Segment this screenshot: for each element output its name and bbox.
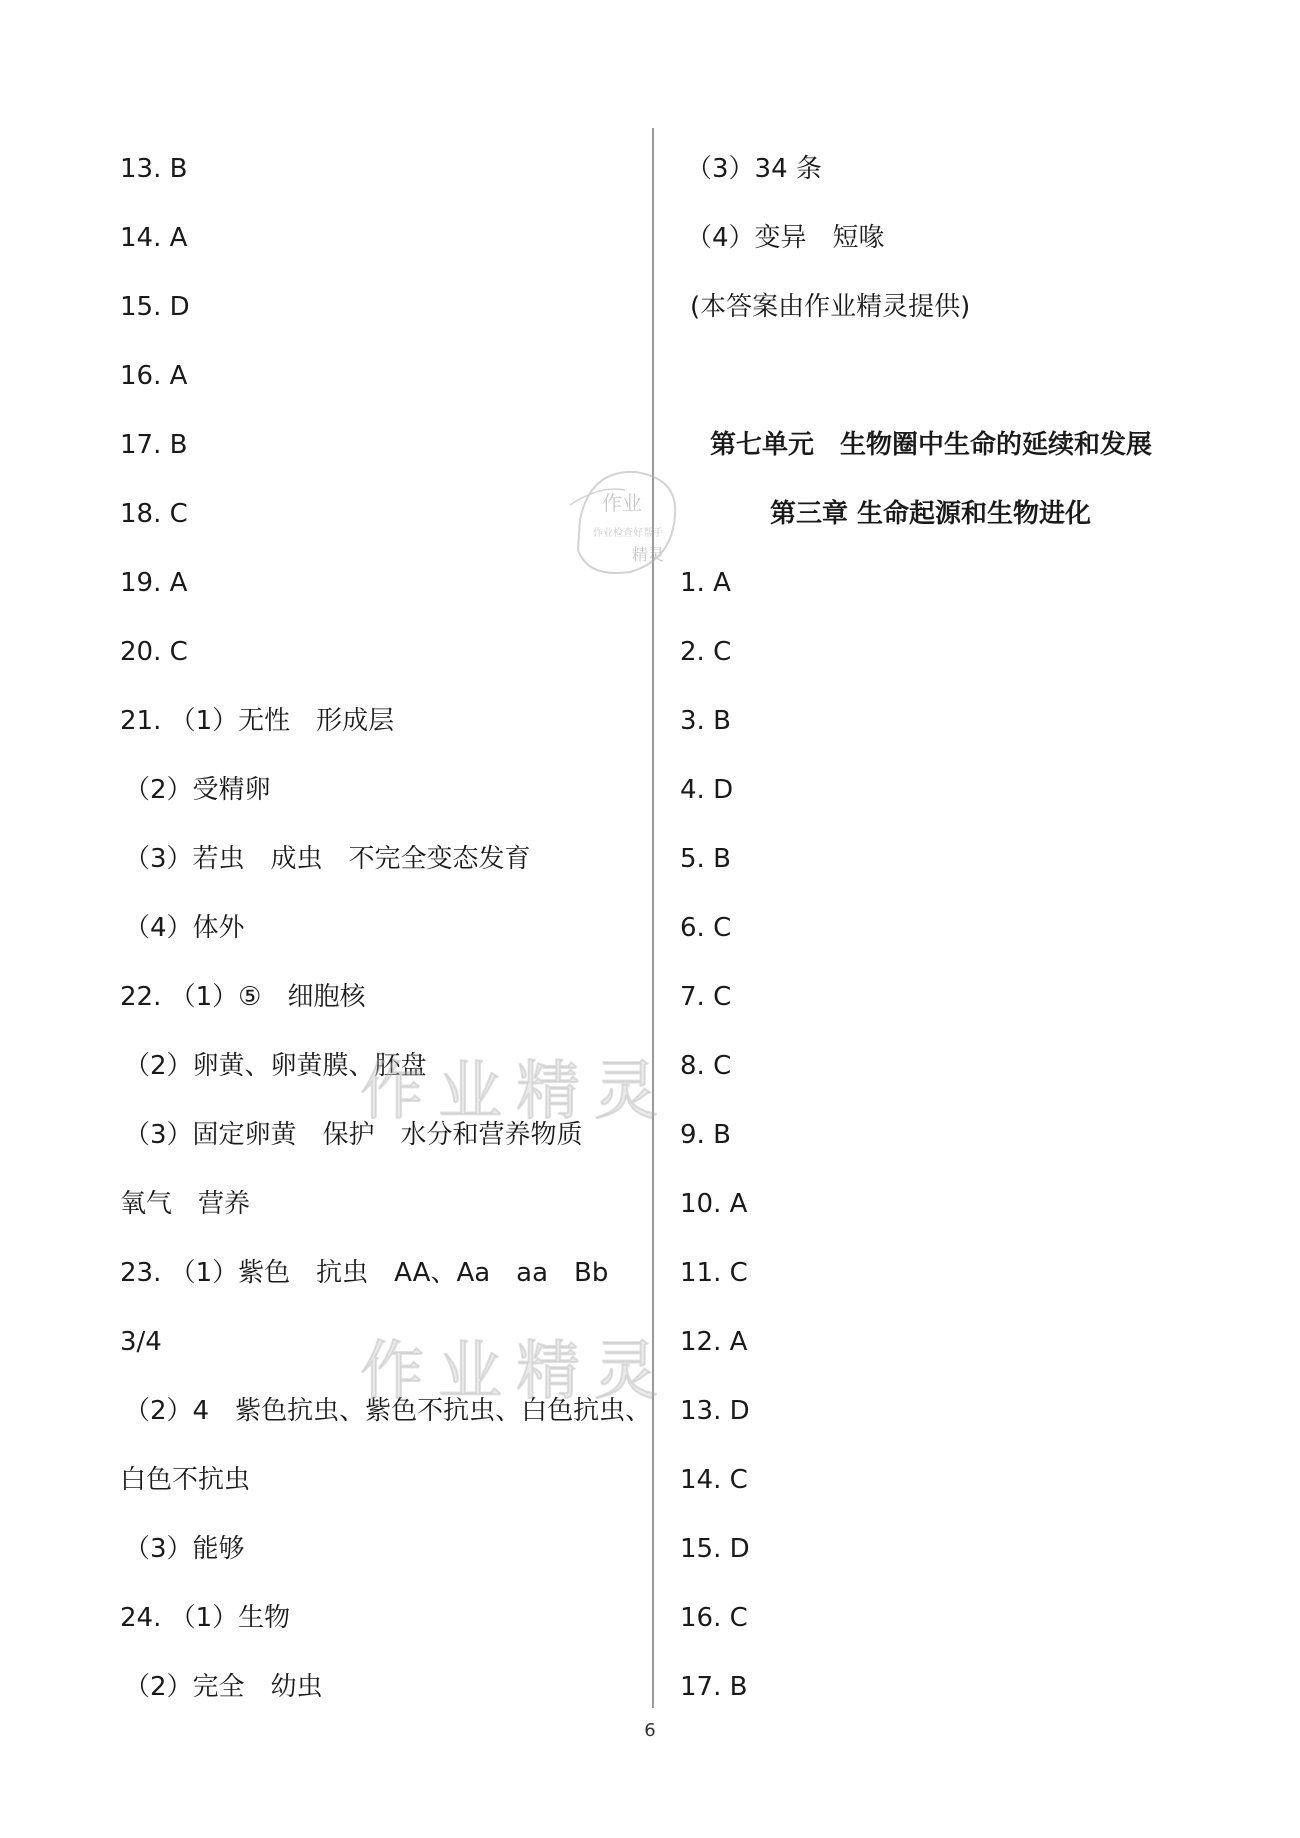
answer-line: 2. C — [680, 637, 732, 667]
watermark-text: 作业精灵 — [360, 1055, 672, 1129]
answer-line: （2）完全 幼虫 — [124, 1672, 323, 1702]
answer-line: 4. D — [680, 775, 734, 805]
answer-line: 22. （1）⑤ 细胞核 — [120, 982, 366, 1012]
answer-line: 15. D — [680, 1534, 750, 1564]
answer-line: 19. A — [120, 568, 188, 598]
answer-line: （3）固定卵黄 保护 水分和营养物质 — [124, 1120, 583, 1150]
answer-line: （2）受精卵 — [124, 775, 271, 805]
answer-line: （3）若虫 成虫 不完全变态发育 — [124, 844, 531, 874]
answer-line: 20. C — [120, 637, 188, 667]
answer-line: 白色不抗虫 — [120, 1465, 251, 1495]
seal-middle-text: 作业检查好帮手 — [593, 528, 663, 539]
answer-line: （3）能够 — [124, 1534, 245, 1564]
answer-line: （3）34 条 — [686, 154, 822, 184]
unit-heading: 第七单元 生物圈中生命的延续和发展 — [710, 430, 1153, 460]
seal-top-text: 作业 — [602, 491, 642, 515]
answer-line: 8. C — [680, 1051, 732, 1081]
answer-line: 13. B — [120, 154, 188, 184]
answer-line: 24. （1）生物 — [120, 1603, 291, 1633]
answer-line: 1. A — [680, 568, 731, 598]
answer-line: 11. C — [680, 1258, 748, 1288]
answer-line: 16. A — [120, 361, 188, 391]
answer-line: （4）变异 短喙 — [686, 223, 885, 253]
answer-line: 14. A — [120, 223, 188, 253]
answer-line: 17. B — [120, 430, 188, 460]
answer-line: 9. B — [680, 1120, 731, 1150]
answer-line: （2）4 紫色抗虫、紫色不抗虫、白色抗虫、 — [124, 1396, 652, 1426]
answer-line: 6. C — [680, 913, 732, 943]
watermark-text: 作业精灵 — [360, 1335, 672, 1409]
answer-line: 氧气 营养 — [120, 1189, 251, 1219]
answer-line: 16. C — [680, 1603, 748, 1633]
answer-line: 18. C — [120, 499, 188, 529]
answer-line: 23. （1）紫色 抗虫 AA、Aa aa Bb — [120, 1258, 609, 1288]
answer-line: 10. A — [680, 1189, 748, 1219]
column-divider — [652, 128, 654, 1708]
answer-line: （4）体外 — [124, 913, 245, 943]
answer-line: 3/4 — [120, 1327, 162, 1357]
answer-line: 5. B — [680, 844, 731, 874]
answer-line: 7. C — [680, 982, 732, 1012]
answer-line: （2）卵黄、卵黄膜、胚盘 — [124, 1051, 427, 1081]
seal-bottom-text: 精灵 — [631, 545, 665, 564]
page-number: 6 — [644, 1720, 656, 1741]
answer-line: 15. D — [120, 292, 190, 322]
source-note: (本答案由作业精灵提供) — [690, 292, 971, 322]
answer-line: 17. B — [680, 1672, 748, 1702]
chapter-heading: 第三章 生命起源和生物进化 — [770, 499, 1092, 529]
answer-line: 14. C — [680, 1465, 748, 1495]
answer-line: 21. （1）无性 形成层 — [120, 706, 395, 736]
answer-line: 13. D — [680, 1396, 750, 1426]
answer-line: 3. B — [680, 706, 731, 736]
answer-line: 12. A — [680, 1327, 748, 1357]
watermark-seal — [560, 460, 690, 590]
